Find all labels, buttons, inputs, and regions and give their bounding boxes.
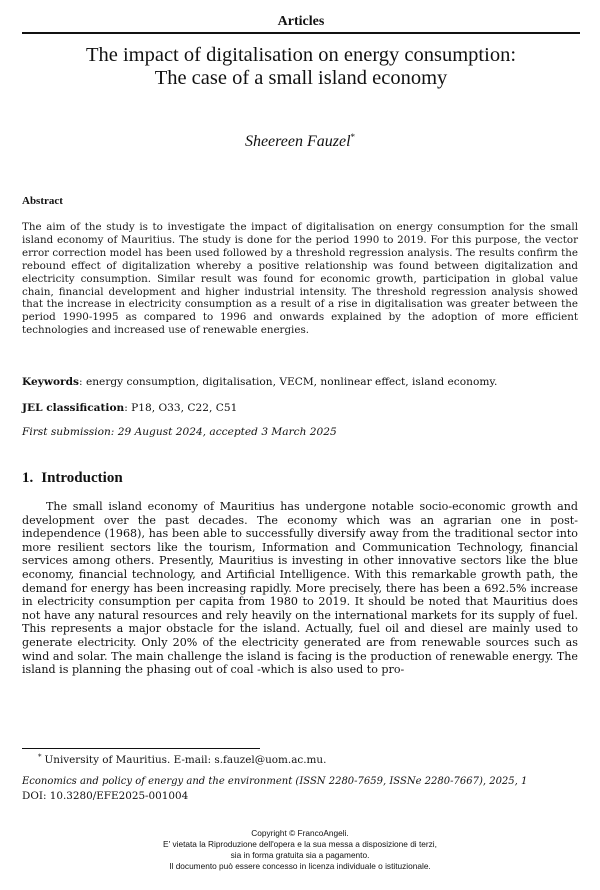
author-name: Sheereen Fauzel <box>244 133 351 150</box>
section-title: Introduction <box>41 470 123 486</box>
footnote-rule <box>22 748 260 749</box>
copyright-line: Copyright © FrancoAngeli. <box>251 828 349 838</box>
header-rule <box>22 32 580 34</box>
footnote-mark: * <box>38 753 42 761</box>
article-title <box>30 44 572 90</box>
abstract-text: The aim of the study is to investigate the impact of digitalisation on energy consumption for the small island economy of Mauritius. The study is done for the period 1990 to 2019. For this purpose, the vector error correction model has been used followed by a threshold regression analysis. The results confirm the rebound effect of digitalization whereby a positive relationship was found between digitalization and electricity consumption. Similar result was found for economic growth, participation in global value chain, financial development and higher industrial intensity. The threshold regression analysis showed that the increase in electricity consumption as a result of a rise in digitalisation was greater between the period 1990-1995 as compared to 1996 and onwards explained by the adoption of more efficient technologies and increased use of renewable energies. <box>22 221 578 337</box>
author-footnote-mark: * <box>350 132 356 142</box>
abstract-heading: Abstract <box>22 195 63 207</box>
notice-line-1: E' vietata la Riproduzione dell'opera e la sua messa a disposizione di terzi, <box>163 839 437 849</box>
introduction-heading <box>22 470 123 487</box>
copyright-notice <box>0 828 600 872</box>
jel-value: : P18, O33, C22, C51 <box>124 402 238 414</box>
footnote-text: University of Mauritius. E-mail: s.fauzel@uom.ac.mu. <box>44 754 327 766</box>
section-number: 1. <box>22 470 34 486</box>
keywords-line <box>22 376 578 388</box>
doi-line: DOI: 10.3280/EFE2025-001004 <box>22 790 189 802</box>
journal-citation: Economics and policy of energy and the environment (ISSN 2280-7659, ISSNe 2280-7667), 2025, 1 <box>22 776 528 787</box>
footnote <box>38 753 326 766</box>
keywords-label: Keywords <box>22 376 80 388</box>
section-header: Articles <box>277 14 325 29</box>
notice-line-3: Il documento può essere concesso in licenza individuale o istituzionale. <box>169 861 431 871</box>
introduction-paragraph: The small island economy of Mauritius has undergone notable socio-economic growth and development over the past decades. The economy which was an agrarian one in post-independence (1968), has been able to successfully diversify away from the traditional sector into more resilient sectors like the tourism, Information and Communication Technology, financial services among others. Presently, Mauritius is investing in other innovative sectors like the blue economy, financial technology, and Artificial Intelligence. With this remarkable growth path, the demand for energy has been increasing rapidly. More precisely, there has been a 692.5% increase in electricity consumption per capita from 1980 to 2019. It should be noted that Mauritius does not have any natural resources and rely heavily on the international markets for its supply of fuel. This represents a major obstacle for the island. Actually, fuel oil and diesel are mainly used to generate electricity. Only 20% of the electricity generated are from renewable sources such as wind and solar. The main challenge the island is facing is the production of renewable energy. The island is planning the phasing out of coal -which is also used to pro- <box>22 500 578 677</box>
keywords-value: : energy consumption, digitalisation, VECM, nonlinear effect, island economy. <box>79 376 498 388</box>
title-line-2: The case of a small island economy <box>154 67 448 89</box>
submission-dates: First submission: 29 August 2024, accepted 3 March 2025 <box>22 426 337 438</box>
jel-line <box>22 402 578 414</box>
notice-line-2: sia in forma gratuita sia a pagamento. <box>230 850 370 860</box>
jel-label: JEL classification <box>22 402 125 414</box>
author-line <box>0 132 600 151</box>
title-line-1: The impact of digitalisation on energy consumption: <box>85 44 517 66</box>
